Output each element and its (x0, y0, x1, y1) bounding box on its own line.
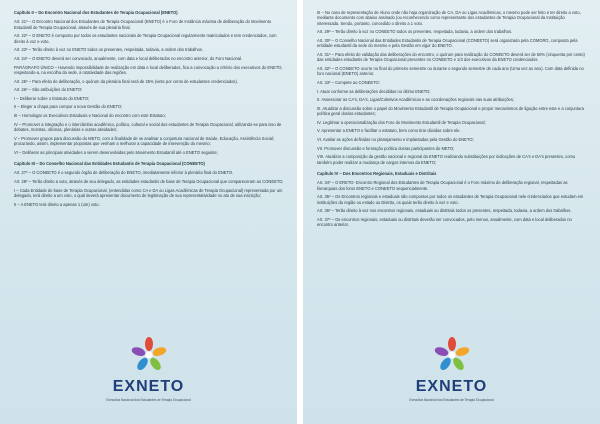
article-paragraph: Art. 24º – O ENETO deverá ser convocado, anualmente, com data e local deliberados no encontro anterior, do Foro Nacional. (14, 56, 243, 61)
article-paragraph: Art. 22º – O ENETO é composto por todos os estudantes nacionais de Terapia Ocupacional regularmente matriculados e tem credenciados, com direito à voz e voto. (14, 33, 277, 44)
article-paragraph: I – Cada Entidade de base de Terapia Ocupacional, (entendidas como CA e DA ou Ligas Acadêmicas de Terapia Ocupacional) representada por um delegado, terá direito a um voto, o qual deverá apresentar documento de legitimação de sua representatividade no ato de sua inscrição; (14, 187, 283, 198)
article-paragraph: Art. 37º – Os encontros regionais, estaduais ou distritais deverão ser convocados, pelo menos, anualmente, com data e local deliberados no encontro anterior. (317, 216, 572, 228)
article-paragraph: Art. 32º – O CONEETO ocorre no final do primeiro semestre ou durante o segundo semestre de cada ano (Uma vez ao ano). Com data definida no foro nacional (ENETO) anterior. (317, 66, 584, 77)
article-paragraph: VIII. Atualizar a composição da gestão nacional e regional da ENETO realizando substituições por indicações de CA's e DA's presentes, como também poder realizar a mudança de cargos internos da ENETO; (317, 154, 576, 165)
article-paragraph: Art. 31º – Para efeito de validação das deliberações do encontro, o quórum para realização do CONEETO deverá ser de 50% (cinquenta por cento) das entidades estudantis de Terapia Ocupacional presentes no CONEETO e 1/3 dos executivos da ENETO credenciados. (317, 52, 585, 63)
article-paragraph: Art. 27º – O CONEETO é o segundo órgão de deliberação do ENETO, imediatamente inferior à plenária final do ENETO. (14, 170, 234, 176)
logo-footer (303, 336, 600, 416)
left-page (0, 0, 297, 424)
chapter-heading: Capítulo IV – Dos Encontros Regionais, Estaduais e Distritais (317, 170, 437, 176)
logo-subtitle: Executiva Nacional dos Estudantes de Terapia Ocupacional (106, 398, 191, 402)
article-paragraph: II – A ENETO terá direito a apenas 1 (um) voto. (14, 201, 100, 207)
article-paragraph: Art. 29º – Terão direito à voz no CONEETO todos os presentes, respeitada, todavia, a ordem dos trabalhos. (317, 29, 513, 35)
right-page (303, 0, 600, 424)
article-paragraph: VII. Promover discussão e formação política dos/as participantes do METO; (317, 145, 455, 151)
article-paragraph: III. Atualizar a discussão sobre o papel do Movimento Estudantil de Terapia Ocupacional e propor mecanismos de ligação entre este e a conjuntura política geral dos/as estudantes; (317, 105, 584, 117)
article-paragraph: IV – Promover a integração e o intercâmbio acadêmico, político, cultural e social dos estudantes de Terapia Ocupacional, utilizando-se para isso de debates, mostras, oficinas, plenárias e outras atividades; (14, 121, 282, 132)
article-paragraph: Art. 25º – Para efeito de deliberação, o quórum da plenária final será de 25% (vinte por cento de estudantes credenciados). (14, 78, 238, 84)
article-paragraph: Art. 30º – O Conselho Nacional das Entidades Estudantis de Terapia Ocupacional (CONEETO) será organizado pela COMORG, composta pela entidade estudantil da sede do mesmo e pela Gestão em vigor do ENETO. (317, 38, 578, 49)
article-paragraph: II – Eleger a chapa para compor a nova Gestão do ENETO; (14, 104, 123, 110)
right-page-text (317, 10, 587, 231)
article-paragraph: IV. Legitimar a operacionalização dos Foro do Movimento Estudantil de Terapia Ocupacional; (317, 119, 486, 125)
logo-subtitle: Executiva Nacional dos Estudantes de Terapia Ocupacional (409, 398, 494, 402)
article-paragraph: III – No caso de representação de Aluno onde não haja organização de CA, DA ou Ligas Acadêmicas, o mesmo pode ser feito e ter direito a voto, mediante documento com abaixo assinado (ou reconhecendo como representante dos estudantes de Terapia Ocupacional da Instituição interessada. Sendo, portanto, concedido o direito a 1 voto. (317, 10, 581, 26)
article-paragraph: I. Atuar conforme as deliberações decididas no último ENETO; (317, 88, 431, 94)
article-paragraph: V. Apresentar a ENETO e facilitar o estatuto, bem como tirar dúvidas sobre ele. (317, 128, 461, 134)
exneto-wordmark: EXNETO (112, 378, 185, 395)
flower-people-logo-icon (431, 336, 473, 374)
article-paragraph: I – Deliberar sobre o Estatuto do ENETO; (14, 95, 90, 101)
left-page-text (14, 10, 284, 210)
article-paragraph: V – Promover grupos para discussão do METO, com a finalidade de se analisar a conjuntura nacional de Saúde, Educação, Assistência Social; procurando, assim, implementar propostas que venham a melhorar a capacidade de intervenção do mesmo; (14, 135, 275, 146)
article-paragraph: Art. 26º – São atribuições do ENETO: (14, 87, 83, 93)
article-paragraph: VI. Avaliar as ações definidas no planejamento e implantadas pela Gestão do ENETO; (317, 136, 474, 142)
article-paragraph: Art. 28º – Terão direito a voto, através de seu delegado, as entidades estudantis de base de Terapia Ocupacional que compareceram ao CONEETO. (14, 178, 284, 184)
article-paragraph: PARÁGRAFO ÚNICO – Havendo impossibilidade de realização em data e local deliberados, fica a convocação a critério dos executivos do ENETO, respeitando-a, na escolha da sede, a rotatividade das regiões. (14, 64, 283, 75)
article-paragraph: II. Assessorar as CA's, DA's, Ligas/Coletivos Acadêmicos e as coordenações regionais nas suas atribuições; (317, 97, 515, 103)
exneto-wordmark: EXNETO (415, 378, 488, 395)
article-paragraph: Art. 34º – O ERETO- Encontro Regional dos Estudantes de Terapia Ocupacional é o Foro máximo de deliberação regional, respeitadas as hierarquias dos foros ENETO e CONEETO sequencialmente. (317, 180, 568, 191)
article-paragraph: Art. 35º – Os Encontros regionais e estaduais são compostos por todos os estudantes de Terapia Ocupacional nele credenciados que estudam em instituições da região ou estado ou Distrito, os quais terão direito à voz e voto. (317, 194, 584, 205)
article-paragraph: VI – Deliberar as principais atividades a serem desenvolvidas pelo Movimento Estudantil até o ENETO seguinte; (14, 149, 218, 155)
chapter-heading: Capítulo II – Do Encontro Nacional dos Estudantes de Terapia Ocupacional (ENETO) (14, 10, 178, 15)
article-paragraph: Art. 36º – Terão direito à voz nos encontros regionais, estaduais ou distritais todos os presentes, respeitada, todavia, a ordem dos trabalhos. (317, 208, 572, 214)
article-paragraph: III – Homologar os Executivos Estaduais e Nacional do encontro com este Estatuto; (14, 112, 166, 118)
article-paragraph: Art. 33º – Compete ao CONEETO: (317, 80, 380, 85)
logo-footer (0, 336, 297, 416)
flower-people-logo-icon (128, 336, 170, 374)
chapter-heading: Capítulo III – Do Conselho Nacional das Entidades Estudantis de Terapia Ocupacional (CONEETO) (14, 160, 205, 166)
article-paragraph: Art. 21º – O Encontro Nacional dos Estudantes de Terapia Ocupacional (ENETO) é o Foro de Instância máxima de deliberação do Movimento Estudantil de Terapia Ocupacional, através de sua plenária final. (14, 19, 272, 30)
article-paragraph: Art. 23º – Terão direito à voz no ENETO todos os presentes, respeitada, todavia, a ordem dos trabalhos. (14, 47, 204, 53)
